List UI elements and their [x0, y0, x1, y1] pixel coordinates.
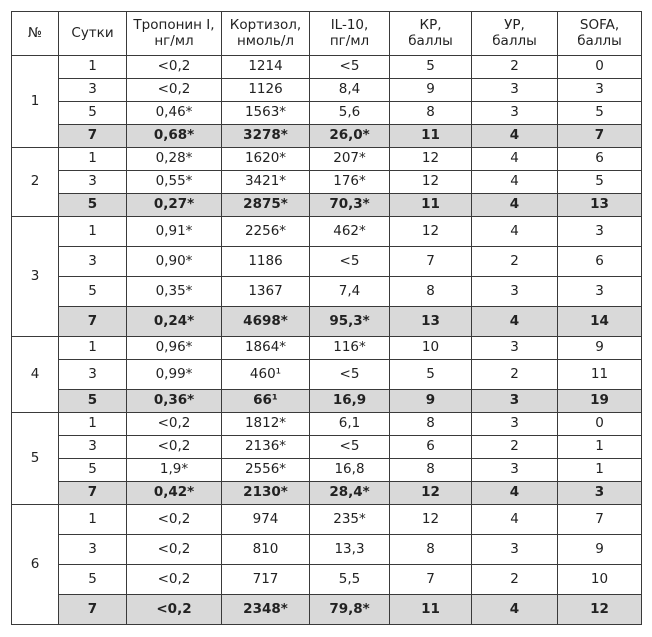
cortisol-cell: 66¹	[222, 390, 310, 413]
table-header-row	[12, 12, 642, 56]
ur-cell: 3	[472, 413, 558, 436]
day-cell: 5	[59, 194, 127, 217]
kr-cell: 8	[390, 277, 472, 307]
table-row	[12, 56, 642, 79]
troponin-cell: 0,99*	[127, 360, 222, 390]
day-cell: 3	[59, 171, 127, 194]
sofa-cell: 3	[558, 482, 642, 505]
sofa-cell: 6	[558, 148, 642, 171]
il10-cell: 28,4*	[310, 482, 390, 505]
kr-cell: 11	[390, 595, 472, 625]
kr-cell: 12	[390, 171, 472, 194]
kr-cell: 8	[390, 535, 472, 565]
kr-cell: 12	[390, 482, 472, 505]
sofa-cell: 10	[558, 565, 642, 595]
il10-cell: <5	[310, 56, 390, 79]
day-cell: 5	[59, 277, 127, 307]
troponin-cell: 0,90*	[127, 247, 222, 277]
patient-number-cell: 1	[12, 56, 59, 148]
table-row	[12, 102, 642, 125]
sofa-cell: 19	[558, 390, 642, 413]
cortisol-cell: 2556*	[222, 459, 310, 482]
kr-cell: 12	[390, 217, 472, 247]
patient-number-cell: 4	[12, 337, 59, 413]
ur-cell: 3	[472, 337, 558, 360]
table-row	[12, 337, 642, 360]
sofa-cell: 6	[558, 247, 642, 277]
il10-cell: <5	[310, 360, 390, 390]
table-row	[12, 194, 642, 217]
troponin-cell: 1,9*	[127, 459, 222, 482]
table-row	[12, 390, 642, 413]
ur-cell: 3	[472, 459, 558, 482]
sofa-cell: 11	[558, 360, 642, 390]
cortisol-cell: 1186	[222, 247, 310, 277]
sofa-cell: 14	[558, 307, 642, 337]
sofa-cell: 0	[558, 56, 642, 79]
table-row	[12, 595, 642, 625]
ur-cell: 3	[472, 277, 558, 307]
ur-cell: 2	[472, 56, 558, 79]
cortisol-cell: 1864*	[222, 337, 310, 360]
header-kr: КР, баллы	[390, 12, 472, 56]
table-body	[12, 56, 642, 625]
header-patient-number: №	[12, 12, 59, 56]
kr-cell: 5	[390, 360, 472, 390]
il10-cell: 79,8*	[310, 595, 390, 625]
sofa-cell: 1	[558, 459, 642, 482]
day-cell: 7	[59, 482, 127, 505]
cortisol-cell: 3421*	[222, 171, 310, 194]
day-cell: 5	[59, 102, 127, 125]
cortisol-cell: 717	[222, 565, 310, 595]
sofa-cell: 5	[558, 102, 642, 125]
kr-cell: 7	[390, 247, 472, 277]
ur-cell: 4	[472, 505, 558, 535]
day-cell: 1	[59, 148, 127, 171]
cortisol-cell: 1563*	[222, 102, 310, 125]
day-cell: 5	[59, 565, 127, 595]
patient-number-cell: 6	[12, 505, 59, 625]
kr-cell: 12	[390, 505, 472, 535]
table-row	[12, 277, 642, 307]
day-cell: 3	[59, 360, 127, 390]
troponin-cell: 0,35*	[127, 277, 222, 307]
il10-cell: 5,5	[310, 565, 390, 595]
patient-number-cell: 5	[12, 413, 59, 505]
il10-cell: 207*	[310, 148, 390, 171]
il10-cell: 26,0*	[310, 125, 390, 148]
day-cell: 5	[59, 390, 127, 413]
cortisol-cell: 460¹	[222, 360, 310, 390]
table-row	[12, 565, 642, 595]
kr-cell: 8	[390, 413, 472, 436]
cortisol-cell: 974	[222, 505, 310, 535]
troponin-cell: <0,2	[127, 413, 222, 436]
sofa-cell: 7	[558, 505, 642, 535]
day-cell: 1	[59, 217, 127, 247]
sofa-cell: 12	[558, 595, 642, 625]
day-cell: 1	[59, 505, 127, 535]
day-cell: 7	[59, 125, 127, 148]
patient-number-cell: 2	[12, 148, 59, 217]
cortisol-cell: 4698*	[222, 307, 310, 337]
ur-cell: 4	[472, 125, 558, 148]
patients-lab-table	[11, 11, 642, 625]
kr-cell: 12	[390, 148, 472, 171]
il10-cell: 70,3*	[310, 194, 390, 217]
table-row	[12, 79, 642, 102]
kr-cell: 6	[390, 436, 472, 459]
day-cell: 5	[59, 459, 127, 482]
il10-cell: 16,9	[310, 390, 390, 413]
troponin-cell: 0,96*	[127, 337, 222, 360]
troponin-cell: 0,28*	[127, 148, 222, 171]
troponin-cell: 0,55*	[127, 171, 222, 194]
cortisol-cell: 2348*	[222, 595, 310, 625]
ur-cell: 4	[472, 217, 558, 247]
ur-cell: 2	[472, 247, 558, 277]
troponin-cell: 0,42*	[127, 482, 222, 505]
kr-cell: 8	[390, 102, 472, 125]
troponin-cell: 0,36*	[127, 390, 222, 413]
troponin-cell: 0,24*	[127, 307, 222, 337]
header-day: Сутки	[59, 12, 127, 56]
cortisol-cell: 1812*	[222, 413, 310, 436]
ur-cell: 4	[472, 595, 558, 625]
cortisol-cell: 2875*	[222, 194, 310, 217]
ur-cell: 2	[472, 565, 558, 595]
table-row	[12, 148, 642, 171]
troponin-cell: <0,2	[127, 505, 222, 535]
kr-cell: 8	[390, 459, 472, 482]
il10-cell: 5,6	[310, 102, 390, 125]
troponin-cell: 0,27*	[127, 194, 222, 217]
table-row	[12, 125, 642, 148]
il10-cell: 6,1	[310, 413, 390, 436]
il10-cell: 95,3*	[310, 307, 390, 337]
table-row	[12, 505, 642, 535]
cortisol-cell: 2130*	[222, 482, 310, 505]
header-il10: IL-10, пг/мл	[310, 12, 390, 56]
il10-cell: <5	[310, 247, 390, 277]
il10-cell: 176*	[310, 171, 390, 194]
sofa-cell: 5	[558, 171, 642, 194]
day-cell: 1	[59, 413, 127, 436]
troponin-cell: <0,2	[127, 535, 222, 565]
troponin-cell: 0,68*	[127, 125, 222, 148]
cortisol-cell: 1620*	[222, 148, 310, 171]
day-cell: 7	[59, 595, 127, 625]
sofa-cell: 9	[558, 535, 642, 565]
header-troponin: Тропонин I, нг/мл	[127, 12, 222, 56]
ur-cell: 4	[472, 148, 558, 171]
day-cell: 3	[59, 247, 127, 277]
table-row	[12, 217, 642, 247]
troponin-cell: 0,91*	[127, 217, 222, 247]
table-row	[12, 459, 642, 482]
cortisol-cell: 2256*	[222, 217, 310, 247]
cortisol-cell: 1214	[222, 56, 310, 79]
kr-cell: 13	[390, 307, 472, 337]
patient-number-cell: 3	[12, 217, 59, 337]
ur-cell: 4	[472, 482, 558, 505]
sofa-cell: 13	[558, 194, 642, 217]
table-row	[12, 307, 642, 337]
kr-cell: 9	[390, 390, 472, 413]
sofa-cell: 9	[558, 337, 642, 360]
cortisol-cell: 810	[222, 535, 310, 565]
ur-cell: 2	[472, 360, 558, 390]
troponin-cell: <0,2	[127, 56, 222, 79]
sofa-cell: 3	[558, 277, 642, 307]
sofa-cell: 7	[558, 125, 642, 148]
kr-cell: 5	[390, 56, 472, 79]
cortisol-cell: 1126	[222, 79, 310, 102]
ur-cell: 2	[472, 436, 558, 459]
cortisol-cell: 3278*	[222, 125, 310, 148]
il10-cell: 235*	[310, 505, 390, 535]
day-cell: 7	[59, 307, 127, 337]
table-row	[12, 247, 642, 277]
table-row	[12, 482, 642, 505]
cortisol-cell: 2136*	[222, 436, 310, 459]
kr-cell: 11	[390, 194, 472, 217]
ur-cell: 3	[472, 79, 558, 102]
header-sofa: SOFA, баллы	[558, 12, 642, 56]
kr-cell: 7	[390, 565, 472, 595]
header-ur: УР, баллы	[472, 12, 558, 56]
kr-cell: 9	[390, 79, 472, 102]
day-cell: 1	[59, 337, 127, 360]
troponin-cell: <0,2	[127, 79, 222, 102]
table-row	[12, 413, 642, 436]
il10-cell: 462*	[310, 217, 390, 247]
troponin-cell: 0,46*	[127, 102, 222, 125]
il10-cell: 13,3	[310, 535, 390, 565]
day-cell: 3	[59, 79, 127, 102]
il10-cell: 16,8	[310, 459, 390, 482]
kr-cell: 11	[390, 125, 472, 148]
ur-cell: 4	[472, 194, 558, 217]
header-cortisol: Кортизол, нмоль/л	[222, 12, 310, 56]
il10-cell: <5	[310, 436, 390, 459]
troponin-cell: <0,2	[127, 595, 222, 625]
il10-cell: 8,4	[310, 79, 390, 102]
day-cell: 3	[59, 535, 127, 565]
day-cell: 3	[59, 436, 127, 459]
sofa-cell: 1	[558, 436, 642, 459]
ur-cell: 3	[472, 535, 558, 565]
day-cell: 1	[59, 56, 127, 79]
table-row	[12, 171, 642, 194]
cortisol-cell: 1367	[222, 277, 310, 307]
sofa-cell: 0	[558, 413, 642, 436]
ur-cell: 4	[472, 307, 558, 337]
ur-cell: 3	[472, 102, 558, 125]
troponin-cell: <0,2	[127, 565, 222, 595]
table-row	[12, 436, 642, 459]
sofa-cell: 3	[558, 79, 642, 102]
ur-cell: 3	[472, 390, 558, 413]
sofa-cell: 3	[558, 217, 642, 247]
troponin-cell: <0,2	[127, 436, 222, 459]
ur-cell: 4	[472, 171, 558, 194]
kr-cell: 10	[390, 337, 472, 360]
il10-cell: 7,4	[310, 277, 390, 307]
table-row	[12, 535, 642, 565]
il10-cell: 116*	[310, 337, 390, 360]
table-row	[12, 360, 642, 390]
